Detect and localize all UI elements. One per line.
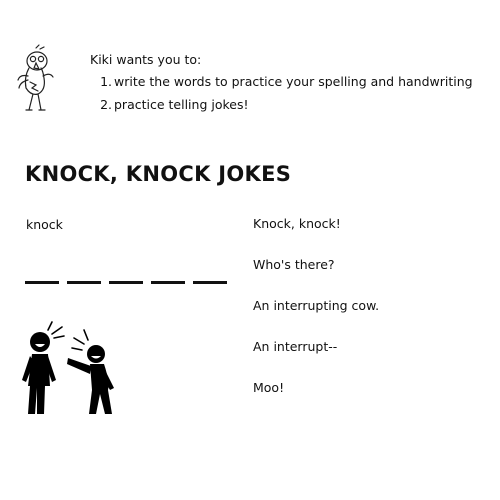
instruction-item [100, 74, 473, 97]
letter-blank [193, 281, 227, 284]
joke-line: Who's there? [253, 257, 335, 272]
letter-blank [67, 281, 101, 284]
letter-blank [109, 281, 143, 284]
kiki-bird-icon [16, 44, 56, 116]
instruction-text: write the words to practice your spelling and handwriting [114, 74, 473, 89]
instruction-list [100, 74, 473, 120]
joke-line: Knock, knock! [253, 216, 341, 231]
instruction-text: practice telling jokes! [114, 97, 249, 112]
page-title: KNOCK, KNOCK JOKES [25, 162, 292, 186]
joke-line: An interrupting cow. [253, 298, 380, 313]
two-people-knock-knock-icon [18, 314, 122, 418]
letter-blank [151, 281, 185, 284]
joke-line: An interrupt-- [253, 339, 338, 354]
joke-line: Moo! [253, 380, 285, 395]
joke-dialogue [253, 216, 379, 421]
intro-text: Kiki wants you to: [90, 52, 202, 67]
instruction-number: 2. [100, 97, 112, 112]
practice-word: knock [26, 217, 63, 232]
letter-blanks [25, 281, 227, 284]
instruction-number: 1. [100, 74, 112, 89]
instruction-item [100, 97, 473, 120]
letter-blank [25, 281, 59, 284]
